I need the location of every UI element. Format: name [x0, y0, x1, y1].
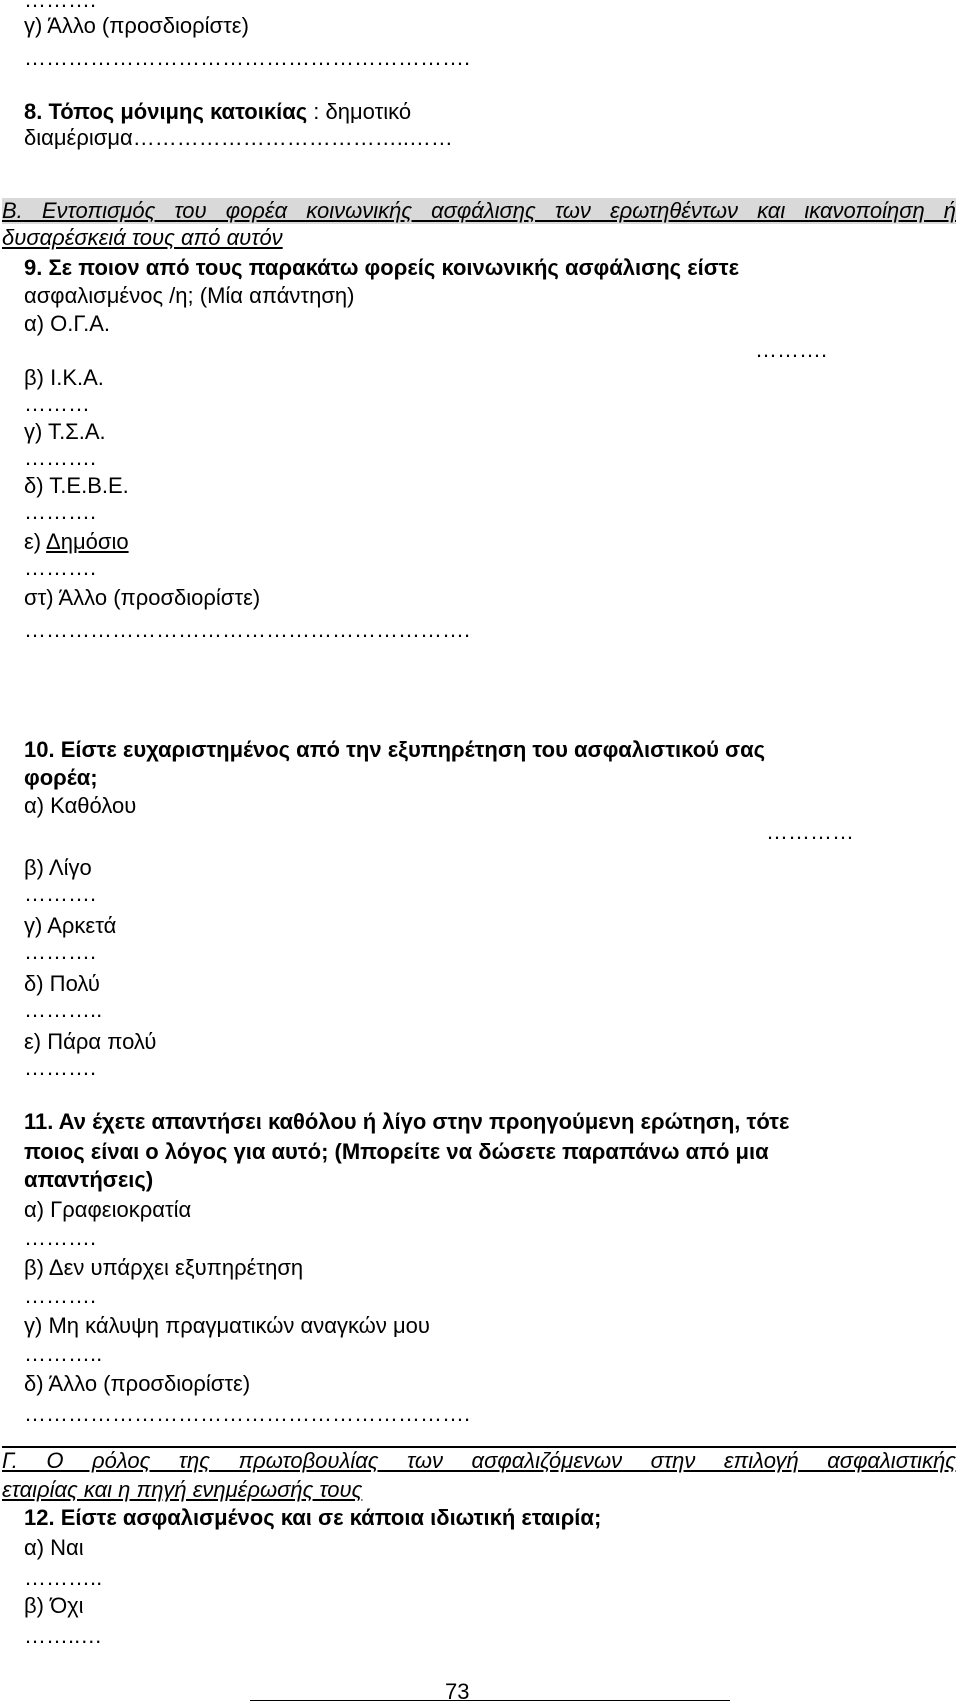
dots-line: …………………………………………………….	[24, 45, 471, 70]
q11-dots-c: ………..	[24, 1341, 103, 1366]
q9-option-d: δ) Τ.Ε.Β.Ε.	[24, 473, 129, 498]
q12-option-b: β) Όχι	[24, 1593, 84, 1618]
q9-dots-a: ……….	[755, 337, 828, 362]
q10-option-b: β) Λίγο	[24, 855, 92, 880]
q7-other-option: γ) Άλλο (προσδιορίστε)	[24, 13, 249, 38]
q11-dots-d: …………………………………………………….	[24, 1401, 471, 1426]
q10-dots-d: ………..	[24, 997, 103, 1022]
section-g-heading	[2, 1446, 956, 1474]
section-b-line2: δυσαρέσκειά τους από αυτόν	[2, 225, 283, 250]
q10-dots-a: …………	[766, 819, 854, 844]
q9-option-c: γ) Τ.Σ.Α.	[24, 419, 106, 444]
section-b-line1: Β. Εντοπισμός του φορέα κοινωνικής ασφάλισης των ερωτηθέντων και ικανοποίηση ή	[2, 198, 956, 223]
q12-option-a: α) Ναι	[24, 1535, 84, 1560]
q9-title-line1: 9. Σε ποιον από τους παρακάτω φορείς κοινωνικής ασφάλισης είστε	[24, 255, 740, 280]
q11-option-c: γ) Μη κάλυψη πραγματικών αναγκών μου	[24, 1313, 430, 1338]
q9-dots-c: ……….	[24, 445, 97, 470]
q12-title: 12. Είστε ασφαλισμένος και σε κάποια ιδιωτική εταιρία;	[24, 1505, 602, 1530]
q9-option-e: ε) Δημόσιο	[24, 529, 129, 554]
q9-dots-e: ……….	[24, 555, 97, 580]
q9-dots-f: …………………………………………………….	[24, 617, 471, 642]
q10-option-a: α) Καθόλου	[24, 793, 137, 818]
q11-dots-a: ……….	[24, 1225, 97, 1250]
q11-option-b: β) Δεν υπάρχει εξυπηρέτηση	[24, 1255, 304, 1280]
q10-option-c: γ) Αρκετά	[24, 913, 117, 938]
q8-line1	[24, 98, 411, 126]
page-number: 73	[445, 1679, 470, 1704]
q9-dots-d: ……….	[24, 499, 97, 524]
q11-dots-b: ……….	[24, 1283, 97, 1308]
q9-title-line2: ασφαλισμένος /η; (Μία απάντηση)	[24, 283, 355, 308]
q10-option-d: δ) Πολύ	[24, 971, 100, 996]
q9-dots-b: ………	[24, 391, 90, 416]
q8-answer: : δημοτικό	[307, 99, 412, 124]
q12-dots-b: ……..…	[24, 1623, 103, 1648]
q9-option-a: α) Ο.Γ.Α.	[24, 311, 110, 336]
section-g-line2: εταιρίας και η πηγή ενημέρωσής τους	[2, 1477, 363, 1502]
section-g-line1: Γ. Ο ρόλος της πρωτοβουλίας των ασφαλιζόμενων στην επιλογή ασφαλιστικής	[2, 1448, 956, 1473]
q10-option-e: ε) Πάρα πολύ	[24, 1029, 157, 1054]
q11-option-a: α) Γραφειοκρατία	[24, 1197, 192, 1222]
q10-dots-c: ……….	[24, 939, 97, 964]
q11-option-d: δ) Άλλο (προσδιορίστε)	[24, 1371, 251, 1396]
q12-dots-a: ………..	[24, 1565, 103, 1590]
q9-option-e-label: Δημόσιο	[46, 529, 129, 554]
q11-title-line2: ποιος είναι ο λόγος για αυτό; (Μπορείτε να δώσετε παραπάνω από μια	[24, 1139, 769, 1164]
section-b-heading	[2, 198, 956, 224]
q11-title-line1: 11. Αν έχετε απαντήσει καθόλου ή λίγο στην προηγούμενη ερώτηση, τότε	[24, 1109, 790, 1134]
q8-title: 8. Τόπος μόνιμης κατοικίας	[24, 99, 308, 124]
q10-title-line1: 10. Είστε ευχαριστημένος από την εξυπηρέτηση του ασφαλιστικού σας	[24, 737, 766, 762]
q9-option-b: β) Ι.Κ.Α.	[24, 365, 104, 390]
q10-dots-e: ……….	[24, 1055, 97, 1080]
q11-title-line3: απαντήσεις)	[24, 1167, 154, 1192]
footer-rule	[250, 1700, 730, 1701]
q10-dots-b: ……….	[24, 881, 97, 906]
q8-answer-cont: διαμέρισμα………………………………..……	[24, 125, 453, 150]
q10-title-line2: φορέα;	[24, 765, 98, 790]
q9-option-f: στ) Άλλο (προσδιορίστε)	[24, 585, 261, 610]
